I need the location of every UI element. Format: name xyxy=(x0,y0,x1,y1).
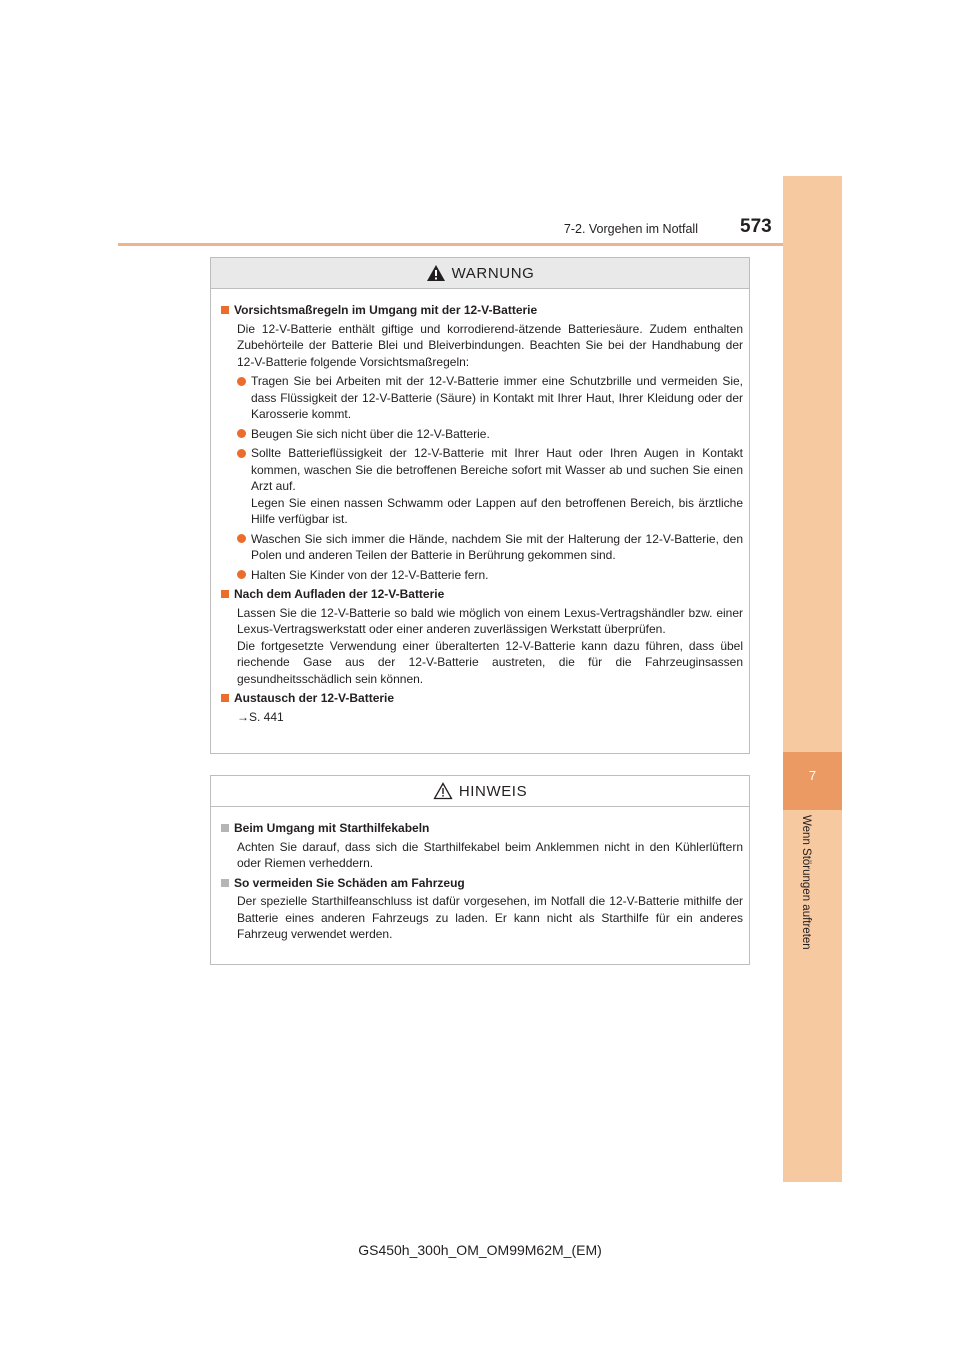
section-title: 7-2. Vorgehen im Notfall xyxy=(563,222,698,236)
notice-body xyxy=(211,807,749,943)
list-item: Halten Sie Kinder von der 12-V-Batterie fern. xyxy=(219,567,743,584)
caution-triangle-icon xyxy=(433,782,453,800)
side-tab-strip xyxy=(783,176,842,1182)
notice-title: HINWEIS xyxy=(458,782,528,800)
square-bullet-icon xyxy=(221,824,229,832)
document-code: GS450h_300h_OM_OM99M62M_(EM) xyxy=(358,1242,602,1258)
circle-bullet-icon xyxy=(237,570,246,579)
header-rule xyxy=(118,243,783,246)
warning-body xyxy=(211,289,749,725)
list-item: Tragen Sie bei Arbeiten mit der 12-V-Batterie immer eine Schutzbrille und vermeiden Sie, dass Flüssigkeit der 12-V-Batterie (Säure) in Kontakt mit Ihrer Haut, Ihrer Kleidung oder der Karosserie kommt. xyxy=(219,373,743,423)
square-bullet-icon xyxy=(221,590,229,598)
notice-subheading: So vermeiden Sie Schäden am Fahrzeug xyxy=(219,875,743,892)
warning-title: WARNUNG xyxy=(451,264,535,282)
warning-subheading: Vorsichtsmaßregeln im Umgang mit der 12-V-Batterie xyxy=(219,302,743,319)
notice-paragraph: Der spezielle Starthilfeanschluss ist dafür vorgesehen, im Notfall die 12-V-Batterie mithilfe der Batterie eines anderen Fahrzeugs zu laden. Er kann nicht als Starthilfe für ein anderes Fahrzeug verwendet werden. xyxy=(237,894,743,941)
warning-paragraph: Lassen Sie die 12-V-Batterie so bald wie möglich von einem Lexus-Vertragshändler bzw. einer Lexus-Vertragswerkstatt oder einer anderen zuverlässigen Werkstatt überprüfen. Die fortgesetzte Verwendung einer überalterten 12-V-Batterie kann dazu führen, dass übel riechende Gase aus der 12-V-Batterie austreten, die für die Fahrzeuginsassen gesundheitsschädlich sein können. xyxy=(237,605,743,686)
warning-paragraph: Die 12-V-Batterie enthält giftige und korrodierend-ätzende Batteriesäure. Zudem enthalten Zubehörteile der Batterie Blei und Bleiverbindungen. Beachten Sie bei der Handhabung der 12-V-Batterie folgende Vorsichtsmaßregeln: xyxy=(237,321,743,369)
notice-paragraph: Achten Sie darauf, dass sich die Starthilfekabel beim Anklemmen nicht in den Kühlerlüftern oder Riemen verheddern. xyxy=(237,839,743,870)
square-bullet-icon xyxy=(221,879,229,887)
notice-subheading: Beim Umgang mit Starthilfekabeln xyxy=(219,820,743,837)
page-number: 573 xyxy=(740,216,772,237)
page-reference: →S. 441 xyxy=(237,709,284,724)
warning-subheading: Nach dem Aufladen der 12-V-Batterie xyxy=(219,586,743,603)
chapter-title: Wenn Störungen auftreten xyxy=(800,815,812,950)
warning-box xyxy=(210,257,750,754)
notice-box xyxy=(210,775,750,965)
list-item: Waschen Sie sich immer die Hände, nachdem Sie mit der Halterung der 12-V-Batterie, den Polen und anderen Teilen der Batterie in Berührung gekommen sind. xyxy=(219,531,743,564)
square-bullet-icon xyxy=(221,694,229,702)
list-item: Sollte Batterieflüssigkeit der 12-V-Batterie mit Ihrer Haut oder Ihren Augen in Kontakt kommen, waschen Sie die betroffenen Bereiche sofort mit Wasser ab und suchen Sie einen Arzt auf. Legen Sie einen nassen Schwamm oder Lappen auf den betroffenen Bereich, bis ärztliche Hilfe verfügbar ist. xyxy=(219,445,743,528)
chapter-tab xyxy=(783,752,842,810)
warning-subheading: Austausch der 12-V-Batterie xyxy=(219,690,743,707)
circle-bullet-icon xyxy=(237,429,246,438)
circle-bullet-icon xyxy=(237,449,246,458)
chapter-number: 7 xyxy=(808,768,817,783)
list-item: Beugen Sie sich nicht über die 12-V-Batterie. xyxy=(219,426,743,443)
notice-header xyxy=(211,776,749,807)
circle-bullet-icon xyxy=(237,377,246,386)
circle-bullet-icon xyxy=(237,534,246,543)
square-bullet-icon xyxy=(221,306,229,314)
warning-header xyxy=(211,258,749,289)
warning-triangle-icon xyxy=(426,264,446,282)
